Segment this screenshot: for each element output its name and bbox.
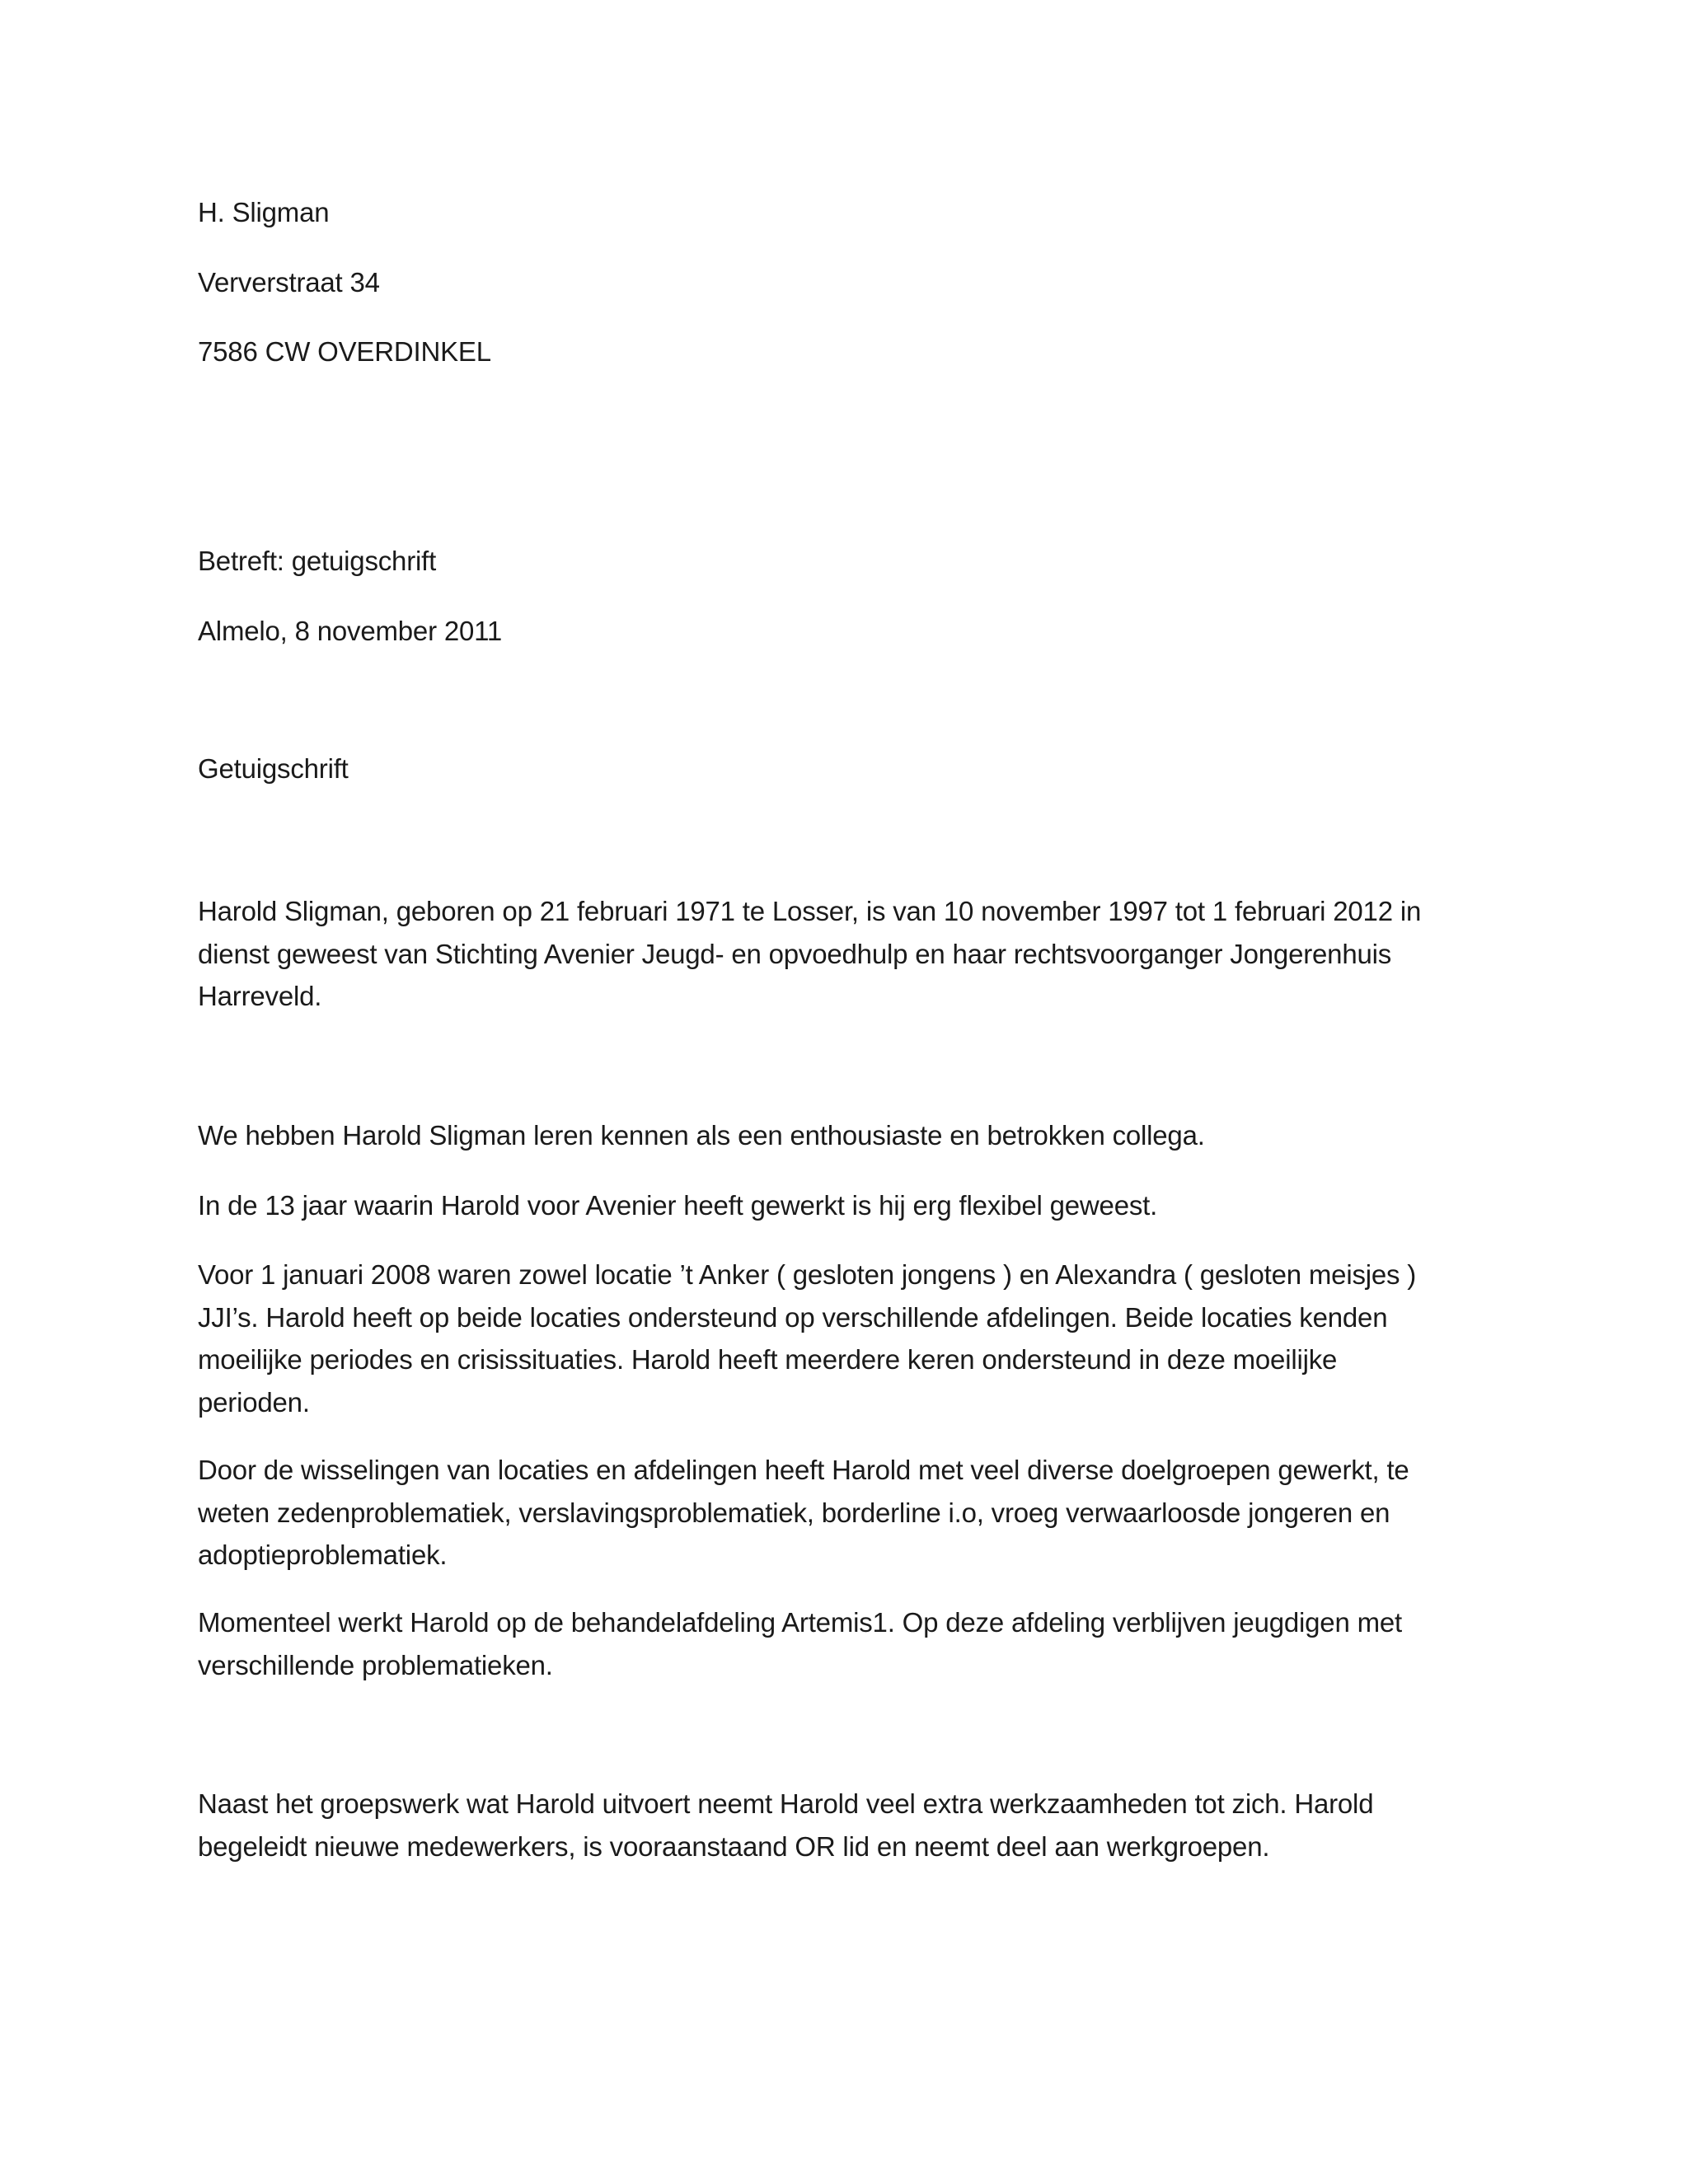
paragraph-line: JJI’s. Harold heeft op beide locaties ondersteund op verschillende afdelingen. Beide locaties kenden bbox=[198, 1301, 1388, 1333]
place-date: Almelo, 8 november 2011 bbox=[198, 616, 503, 646]
paragraph-line: weten zedenproblematiek, verslavingsproblematiek, borderline i.o, vroeg verwaarloosde jongeren en bbox=[198, 1497, 1390, 1528]
paragraph-line: In de 13 jaar waarin Harold voor Avenier heeft gewerkt is hij erg flexibel geweest. bbox=[198, 1190, 1158, 1221]
paragraph-line: verschillende problematieken. bbox=[198, 1649, 553, 1680]
paragraph-current-role bbox=[198, 1601, 1484, 1686]
paragraph-line: begeleidt nieuwe medewerkers, is vooraanstaand OR lid en neemt deel aan werkgroepen. bbox=[198, 1830, 1270, 1862]
paragraph-line: Naast het groepswerk wat Harold uitvoert neemt Harold veel extra werkzaamheden tot zich. Harold bbox=[198, 1788, 1374, 1819]
paragraph-line: Voor 1 januari 2008 waren zowel locatie ’t Anker ( gesloten jongens ) en Alexandra ( gesloten meisjes ) bbox=[198, 1259, 1417, 1290]
paragraph-intro bbox=[198, 1114, 1484, 1157]
paragraph-line: Door de wisselingen van locaties en afdelingen heeft Harold met veel diverse doelgroepen gewerkt, te bbox=[198, 1455, 1409, 1485]
subject-line: Betreft: getuigschrift bbox=[198, 546, 437, 576]
paragraph-line: Momenteel werkt Harold op de behandelafdeling Artemis1. Op deze afdeling verblijven jeugdigen met bbox=[198, 1607, 1402, 1638]
paragraph-line: dienst geweest van Stichting Avenier Jeugd- en opvoedhulp en haar rechtsvoorganger Jongerenhuis bbox=[198, 938, 1392, 969]
letter-heading: Getuigschrift bbox=[198, 753, 349, 784]
paragraph-line: perioden. bbox=[198, 1386, 310, 1418]
paragraph-extra-tasks bbox=[198, 1783, 1484, 1868]
paragraph-line: Harold Sligman, geboren op 21 februari 1971 te Losser, is van 10 november 1997 tot 1 februari 2012 in bbox=[198, 896, 1422, 926]
paragraph-line: Harreveld. bbox=[198, 981, 322, 1011]
paragraph-flexibility bbox=[198, 1184, 1484, 1227]
sender-street: Ververstraat 34 bbox=[198, 267, 380, 298]
paragraph-locations bbox=[198, 1254, 1484, 1423]
sender-city: 7586 CW OVERDINKEL bbox=[198, 336, 491, 367]
paragraph-line: adoptieproblematiek. bbox=[198, 1540, 448, 1570]
paragraph-target-groups bbox=[198, 1449, 1484, 1577]
paragraph-employment bbox=[198, 890, 1484, 1018]
paragraph-line: We hebben Harold Sligman leren kennen als een enthousiaste en betrokken collega. bbox=[198, 1120, 1205, 1151]
paragraph-line: moeilijke periodes en crisissituaties. Harold heeft meerdere keren ondersteund in deze moeilijke bbox=[198, 1344, 1338, 1375]
sender-name: H. Sligman bbox=[198, 197, 330, 227]
